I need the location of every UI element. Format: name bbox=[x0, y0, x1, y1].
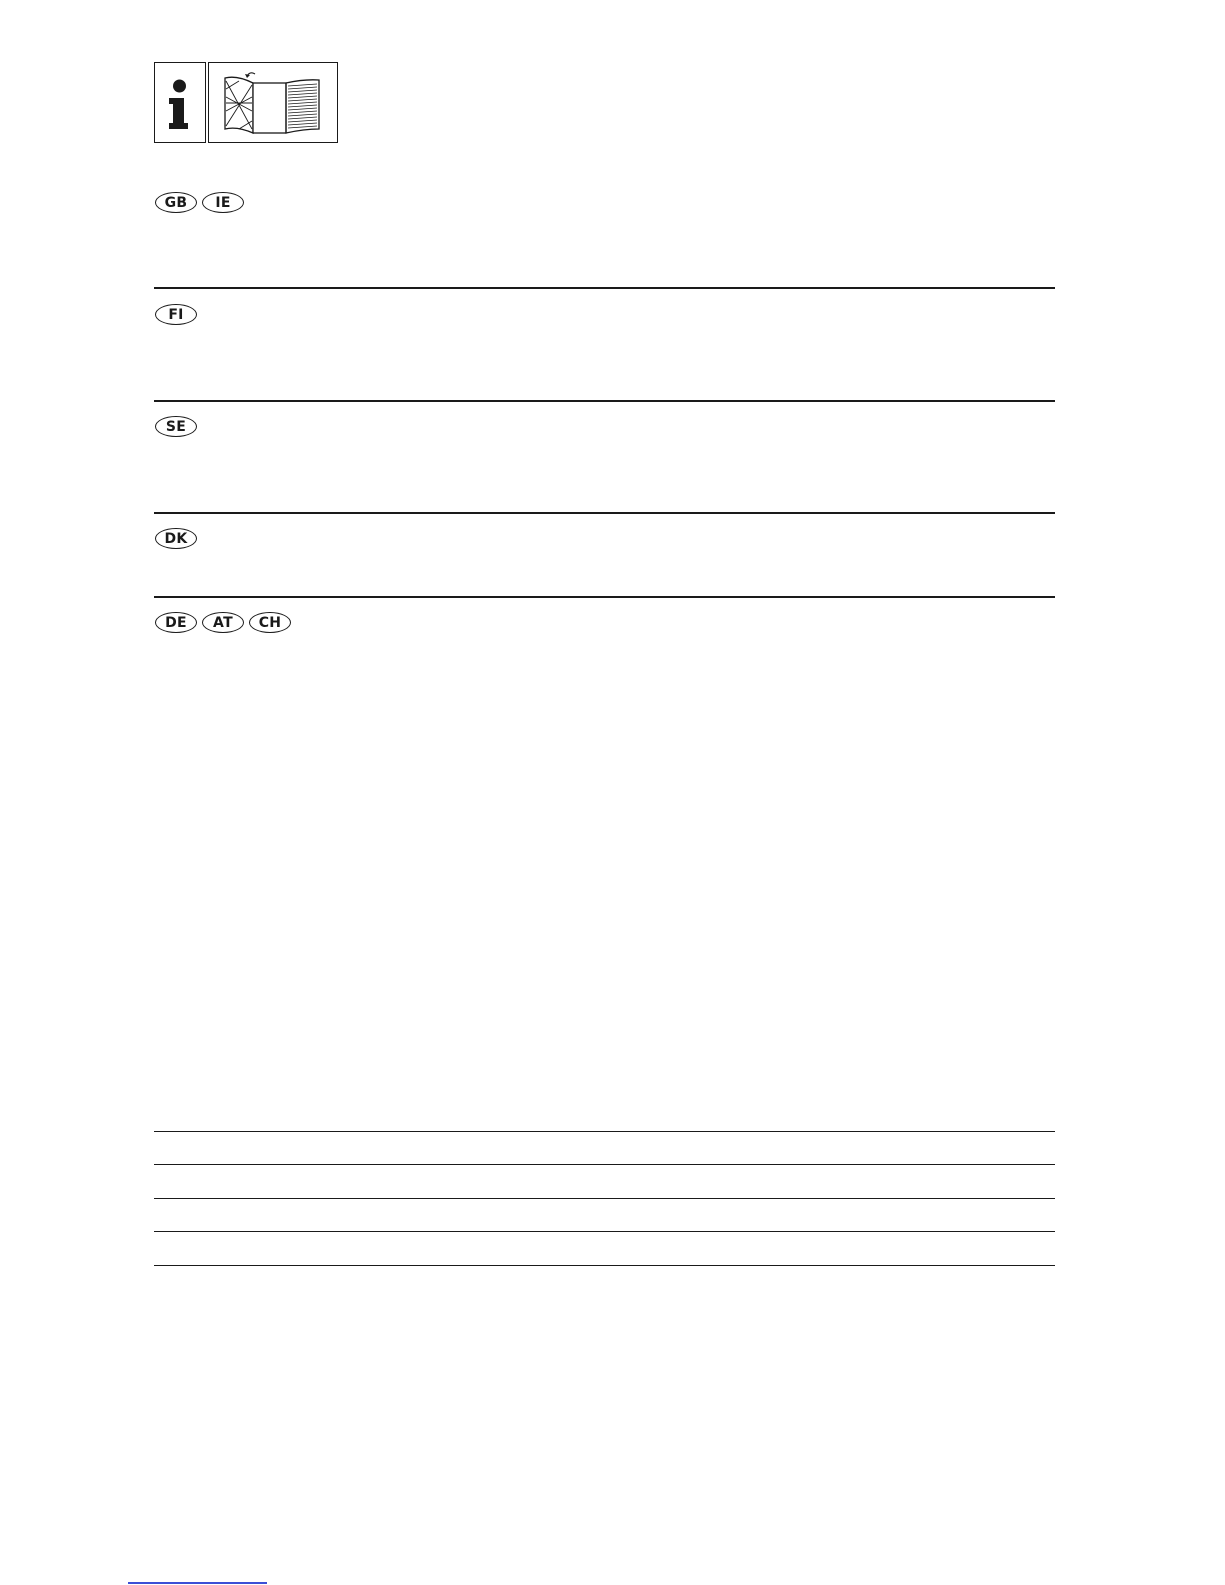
country-badge: IE bbox=[202, 192, 244, 213]
country-badge: CH bbox=[249, 612, 291, 633]
section-divider bbox=[154, 596, 1055, 598]
blank-line bbox=[154, 1265, 1055, 1266]
bottom-accent-bar bbox=[128, 1582, 267, 1584]
country-badge: DK bbox=[155, 528, 197, 549]
blank-line bbox=[154, 1231, 1055, 1232]
section-divider bbox=[154, 287, 1055, 289]
country-badge: GB bbox=[155, 192, 197, 213]
country-badges-de-at-ch bbox=[155, 612, 291, 633]
country-badge: AT bbox=[202, 612, 244, 633]
section-divider bbox=[154, 400, 1055, 402]
country-badges-gb-ie bbox=[155, 192, 244, 213]
country-badges-dk bbox=[155, 528, 197, 549]
section-divider bbox=[154, 512, 1055, 514]
blank-line bbox=[154, 1198, 1055, 1199]
blank-line bbox=[154, 1164, 1055, 1165]
country-badge: SE bbox=[155, 416, 197, 437]
country-badge: DE bbox=[155, 612, 197, 633]
blank-line bbox=[154, 1131, 1055, 1132]
country-badges-se bbox=[155, 416, 197, 437]
fold-out-page-icon bbox=[208, 62, 338, 143]
country-badges-fi bbox=[155, 304, 197, 325]
info-icon bbox=[154, 62, 206, 143]
country-badge: FI bbox=[155, 304, 197, 325]
